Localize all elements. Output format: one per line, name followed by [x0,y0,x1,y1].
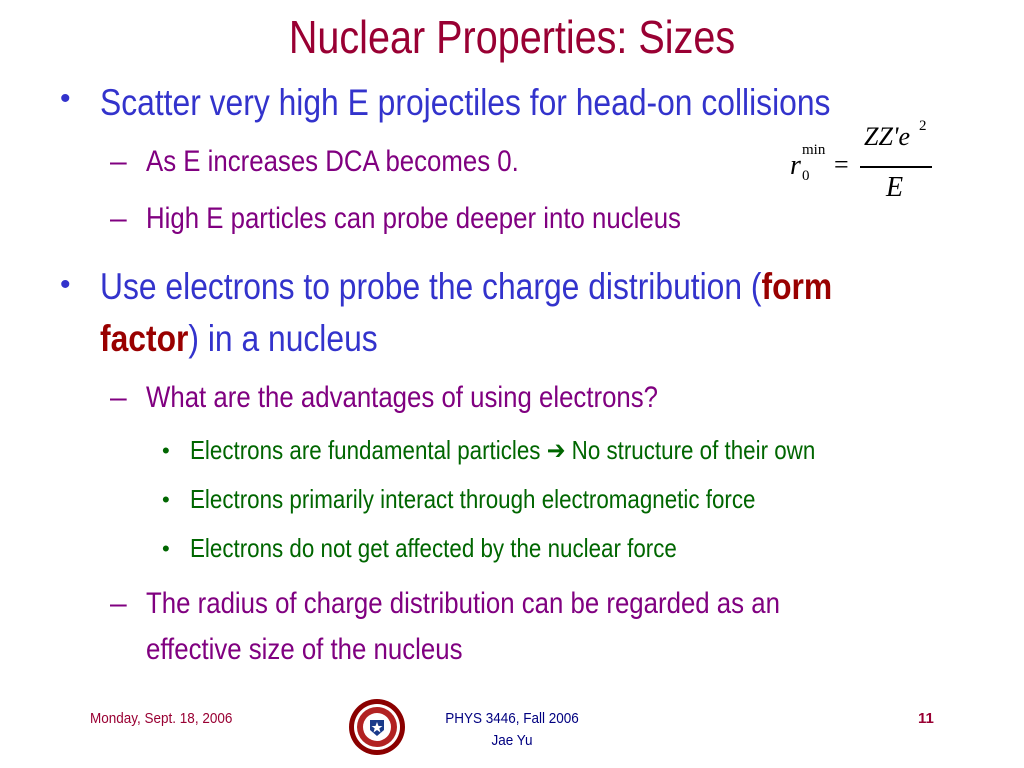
bullet-1-sub-1: As E increases DCA becomes 0. [146,145,519,178]
arrow-right-icon: ➔ [546,435,566,465]
footer-author: Jae Yu [491,732,533,749]
dash-marker: – [110,381,127,414]
dash-marker: – [110,145,127,178]
formula-numerator-exp: 2 [919,118,927,134]
bullet-2-subsub-1 [190,435,815,466]
footer-date: Monday, Sept. 18, 2006 [90,710,233,727]
bullet-2-sub-1: What are the advantages of using electrons? [146,381,659,414]
bullet-2-sub-2-line-1: The radius of charge distribution can be regarded as an [146,587,780,620]
footer-course-name: PHYS 3446, Fall 2006 [445,710,579,727]
bullet-marker: • [60,268,71,301]
formula-rmin [786,118,946,218]
slide-title: Nuclear Properties: Sizes [288,11,736,63]
bullet-2-bold-form: form [761,266,833,307]
bullet-1-text: Scatter very high E projectiles for head-on collisions [100,82,831,123]
formula-numerator: ZZ'e [864,122,911,151]
footer-course [404,708,620,752]
bullet-marker: • [60,82,71,115]
formula-equals: = [834,150,849,179]
bullet-2-subsub-2: Electrons primarily interact through electromagnetic force [190,484,756,514]
formula-r: r [790,150,801,181]
dot-marker: • [162,487,170,512]
dash-marker: – [110,202,127,235]
subsub-1-after: No structure of their own [565,435,816,465]
fraction-bar [860,166,932,168]
formula-sup-min: min [802,142,826,158]
dot-marker: • [162,536,170,561]
bullet-2-text-before: Use electrons to probe the charge distribution ( [100,266,762,307]
dash-marker: – [110,587,127,620]
formula-sub-0: 0 [802,168,810,184]
bullet-2-text-after: ) in a nucleus [188,318,378,359]
university-seal-icon [348,698,406,756]
bullet-2-bold-factor: factor [100,318,189,359]
bullet-2-subsub-3: Electrons do not get affected by the nuclear force [190,533,677,563]
slide-number: 11 [918,710,934,727]
dot-marker: • [162,438,170,463]
bullet-2-line-1 [100,266,832,308]
subsub-1-before: Electrons are fundamental particles [190,435,547,465]
formula-denominator: E [886,172,904,203]
bullet-1-sub-2: High E particles can probe deeper into nucleus [146,202,681,235]
bullet-2-line-2 [100,318,378,360]
bullet-2-sub-2-line-2: effective size of the nucleus [146,633,463,666]
